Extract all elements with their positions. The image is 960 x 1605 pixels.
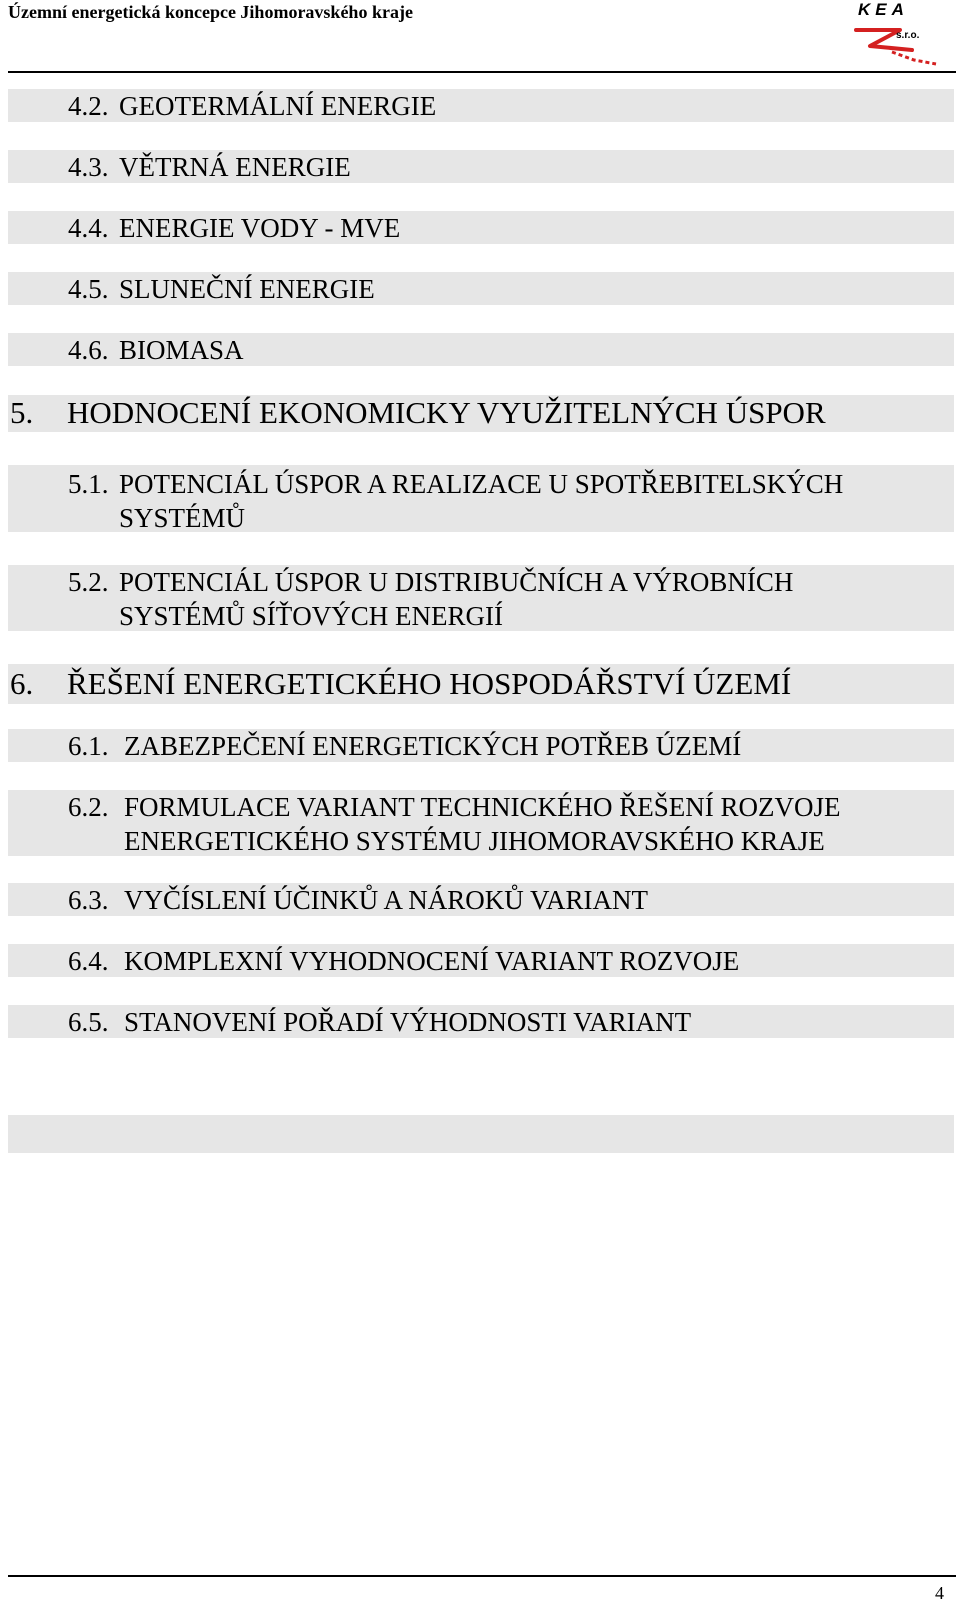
- toc-entry-number: 6.2.: [68, 792, 109, 822]
- toc-entry-title: ENERGIE VODY - MVE: [119, 213, 401, 243]
- toc-entry-number: 5.: [10, 395, 34, 430]
- toc-entry-number: 6.3.: [68, 885, 109, 915]
- toc-entry-title: VYČÍSLENÍ ÚČINKŮ A NÁROKŮ VARIANT: [124, 885, 649, 915]
- toc-entry-title: ŘEŠENÍ ENERGETICKÉHO HOSPODÁŘSTVÍ ÚZEMÍ: [67, 666, 792, 701]
- toc-band-empty: [8, 1115, 954, 1153]
- toc-entry-title: ZABEZPEČENÍ ENERGETICKÝCH POTŘEB ÚZEMÍ: [124, 731, 742, 761]
- toc-entry-title: KOMPLEXNÍ VYHODNOCENÍ VARIANT ROZVOJE: [124, 946, 740, 976]
- toc-entry-title: POTENCIÁL ÚSPOR A REALIZACE U SPOTŘEBITELSKÝCH SYSTÉMŮ: [119, 469, 844, 533]
- toc-entry-number: 6.: [10, 666, 34, 701]
- logo-text: KEA: [858, 0, 909, 19]
- header-rule: [8, 71, 956, 73]
- page-number: 4: [935, 1583, 944, 1603]
- document-header-title: Územní energetická koncepce Jihomoravského kraje: [8, 2, 413, 22]
- toc-entry-number: 6.5.: [68, 1007, 109, 1037]
- toc-entry-number: 5.2.: [68, 567, 109, 597]
- toc-entry-title: BIOMASA: [119, 335, 244, 365]
- toc-entry-number: 5.1.: [68, 469, 109, 499]
- kea-logo-icon: [852, 0, 948, 66]
- toc-entry-title: FORMULACE VARIANT TECHNICKÉHO ŘEŠENÍ ROZVOJE ENERGETICKÉHO SYSTÉMU JIHOMORAVSKÉHO KRAJE: [124, 792, 841, 856]
- kea-logo: [852, 0, 948, 66]
- toc-entry-title: POTENCIÁL ÚSPOR U DISTRIBUČNÍCH A VÝROBNÍCH SYSTÉMŮ SÍŤOVÝCH ENERGIÍ: [119, 567, 794, 631]
- toc-entry-number: 4.5.: [68, 274, 109, 304]
- toc-entry-number: 4.6.: [68, 335, 109, 365]
- toc-entry-title: HODNOCENÍ EKONOMICKY VYUŽITELNÝCH ÚSPOR: [67, 395, 826, 430]
- toc-entry-title: GEOTERMÁLNÍ ENERGIE: [119, 91, 437, 121]
- logo-subtext: s.r.o.: [896, 30, 920, 41]
- toc-entry-number: 4.3.: [68, 152, 109, 182]
- toc-entry-number: 4.4.: [68, 213, 109, 243]
- footer-rule: [8, 1575, 956, 1577]
- toc-entry-title: SLUNEČNÍ ENERGIE: [119, 274, 375, 304]
- toc-entry-number: 4.2.: [68, 91, 109, 121]
- toc-entry-title: STANOVENÍ POŘADÍ VÝHODNOSTI VARIANT: [124, 1007, 692, 1037]
- toc-entry-number: 6.4.: [68, 946, 109, 976]
- toc-entry-title: VĚTRNÁ ENERGIE: [119, 152, 351, 182]
- toc-entry-number: 6.1.: [68, 731, 109, 761]
